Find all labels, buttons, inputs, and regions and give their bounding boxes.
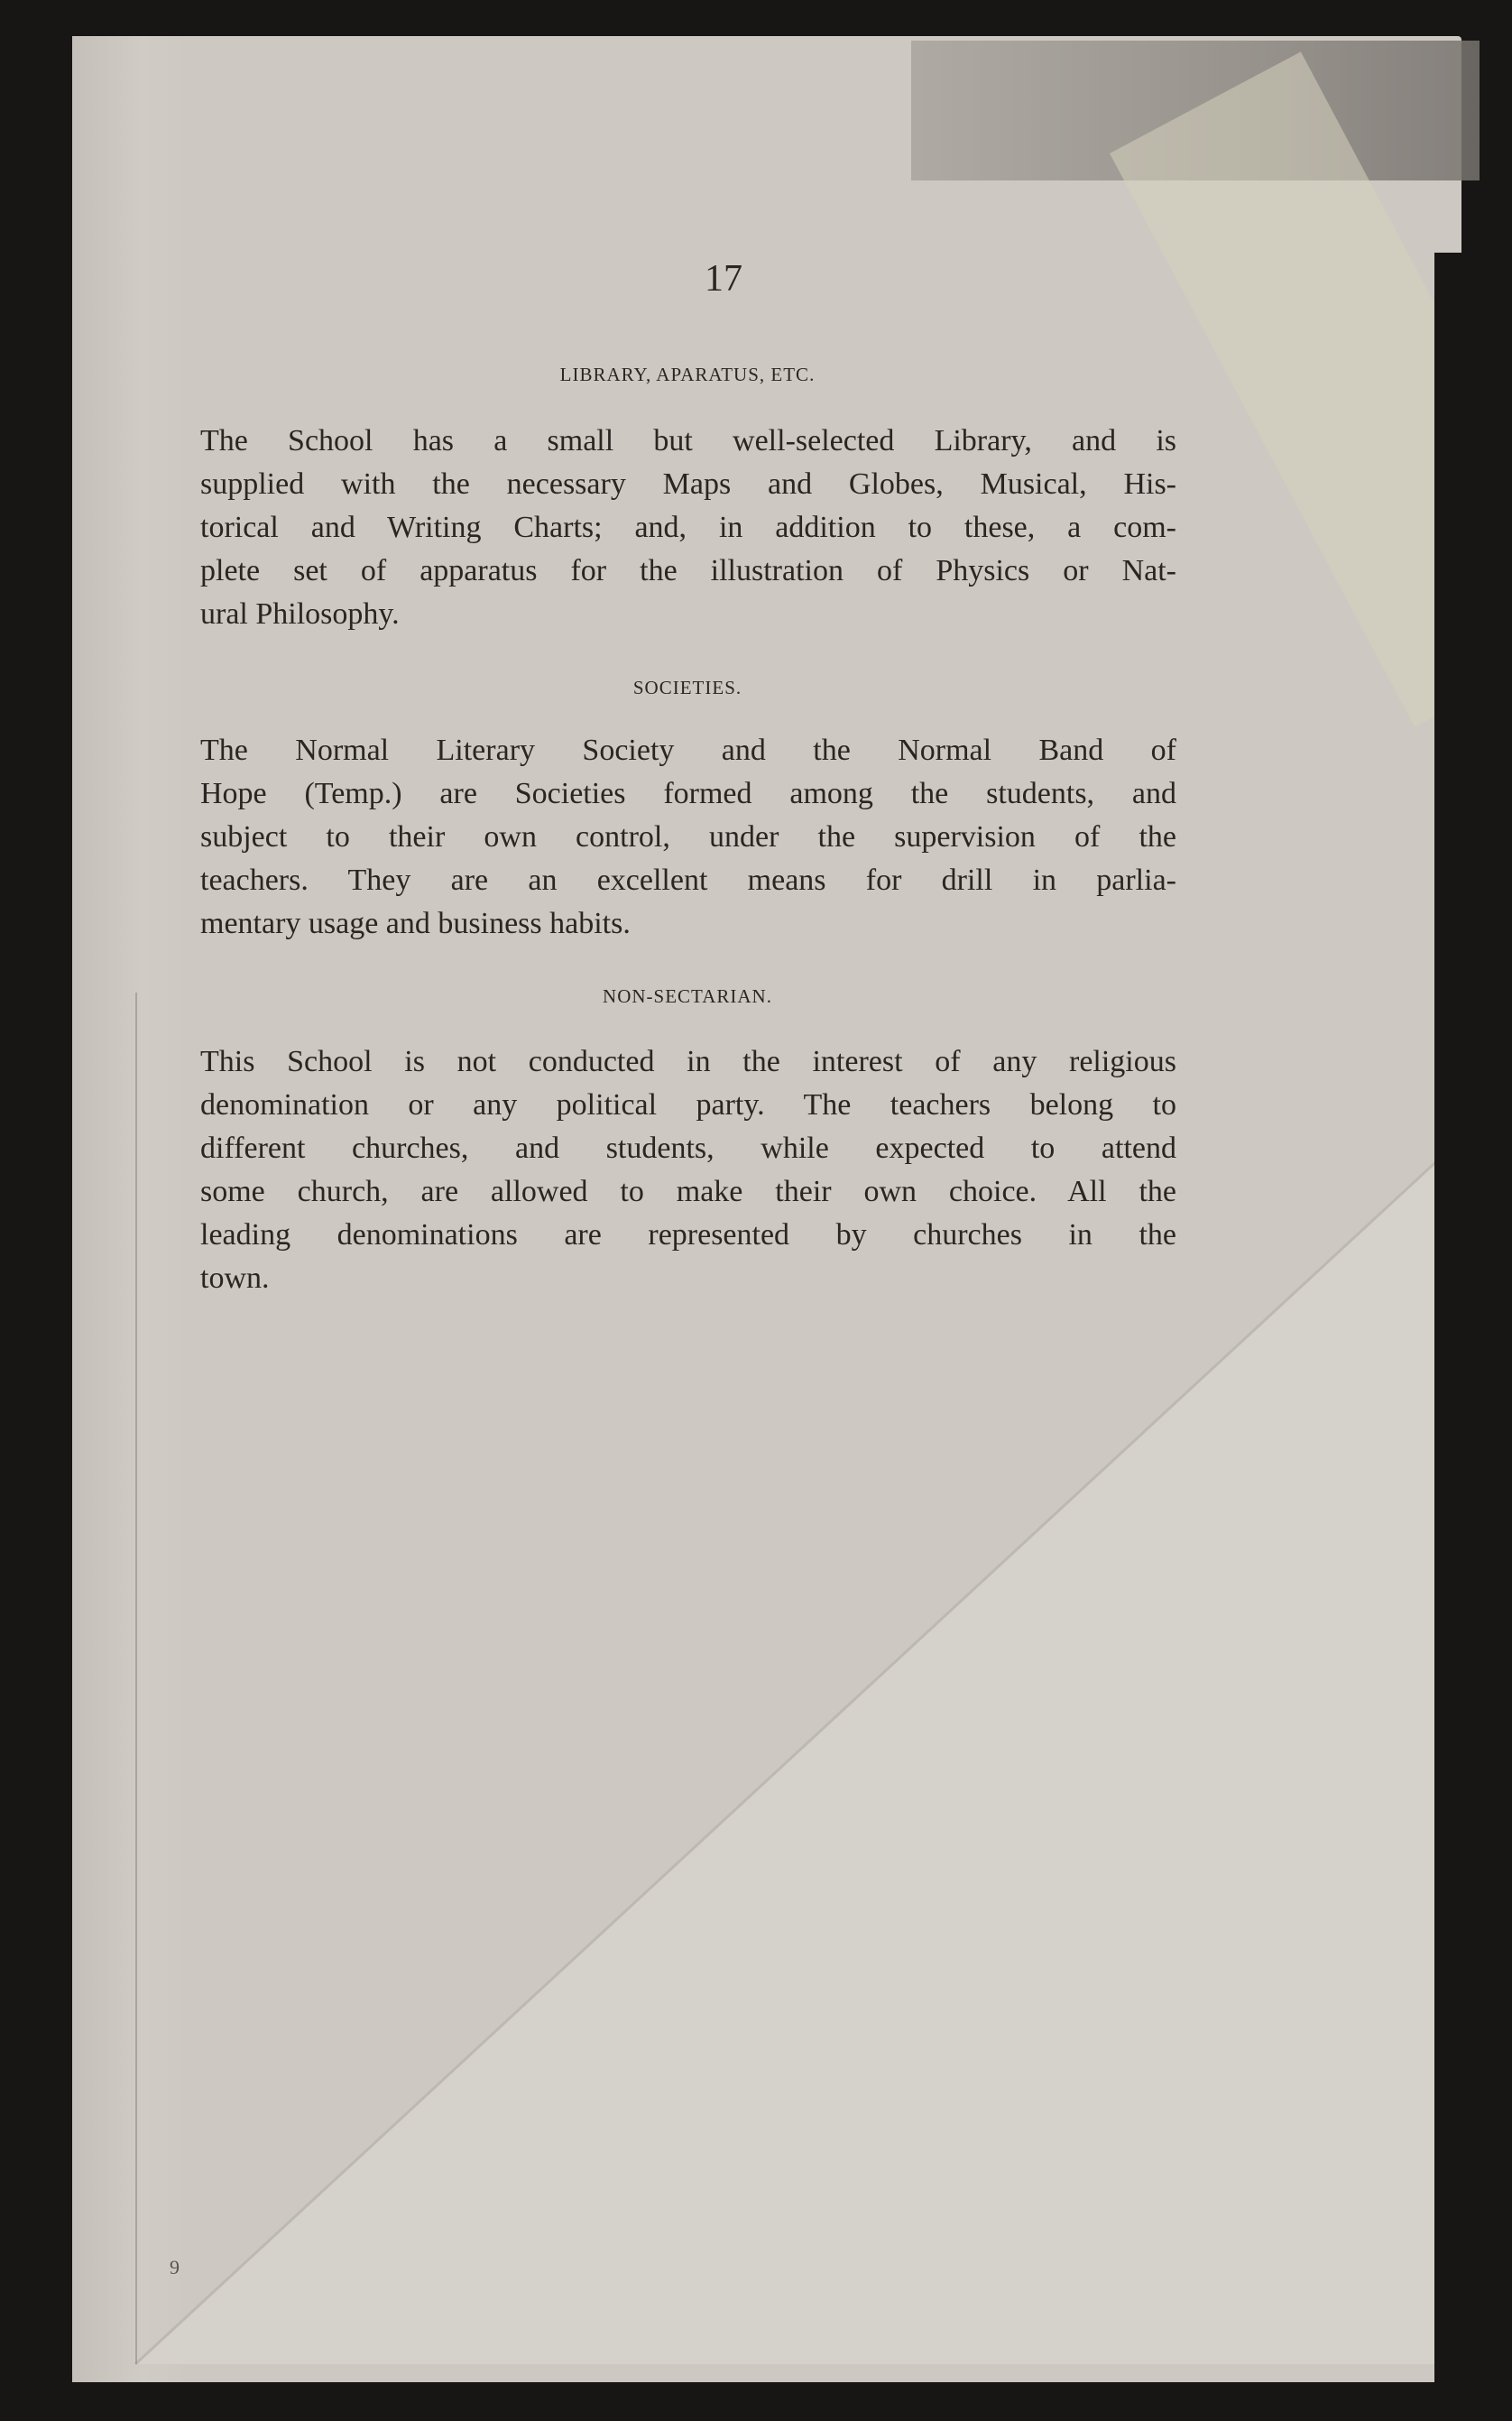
paragraph-library: [200, 420, 1176, 636]
text-line: torical and Writing Charts; and, in addition to these, a com-: [200, 511, 1176, 544]
section-heading-library: LIBRARY, APARATUS, ETC.: [559, 364, 816, 385]
text-line: ural Philosophy.: [200, 597, 400, 631]
text-line: Hope (Temp.) are Societies formed among the students, and: [200, 777, 1176, 810]
text-line: The School has a small but well-selected Library, and is: [200, 424, 1176, 457]
text-line: different churches, and students, while expected to attend: [200, 1132, 1176, 1165]
text-line: leading denominations are represented by churches in the: [200, 1218, 1176, 1252]
section-heading-non-sectarian: NON-SECTARIAN.: [603, 985, 772, 1007]
text-line: teachers. They are an excellent means for drill in parlia-: [200, 864, 1176, 897]
text-line: plete set of apparatus for the illustration of Physics or Nat-: [200, 554, 1176, 587]
text-line: This School is not conducted in the interest of any religious: [200, 1045, 1176, 1078]
text-line: supplied with the necessary Maps and Globes, Musical, His-: [200, 467, 1176, 501]
paragraph-non-sectarian: [200, 1040, 1176, 1300]
margin-line: [135, 993, 137, 2364]
text-line: some church, are allowed to make their own choice. All the: [200, 1175, 1176, 1208]
corner-pencil-mark: 9: [170, 2256, 180, 2278]
torn-edge-right: [1434, 253, 1512, 2418]
text-line: subject to their own control, under the supervision of the: [200, 820, 1176, 854]
text-line: denomination or any political party. The teachers belong to: [200, 1088, 1176, 1122]
scan-bottom-edge: [0, 2387, 1512, 2421]
section-heading-societies: SOCIETIES.: [632, 677, 742, 698]
page-number: 17: [705, 258, 742, 300]
paragraph-societies: [200, 729, 1176, 946]
text-line: The Normal Literary Society and the Normal Band of: [200, 734, 1176, 767]
text-line: mentary usage and business habits.: [200, 907, 631, 940]
text-line: town.: [200, 1261, 270, 1295]
